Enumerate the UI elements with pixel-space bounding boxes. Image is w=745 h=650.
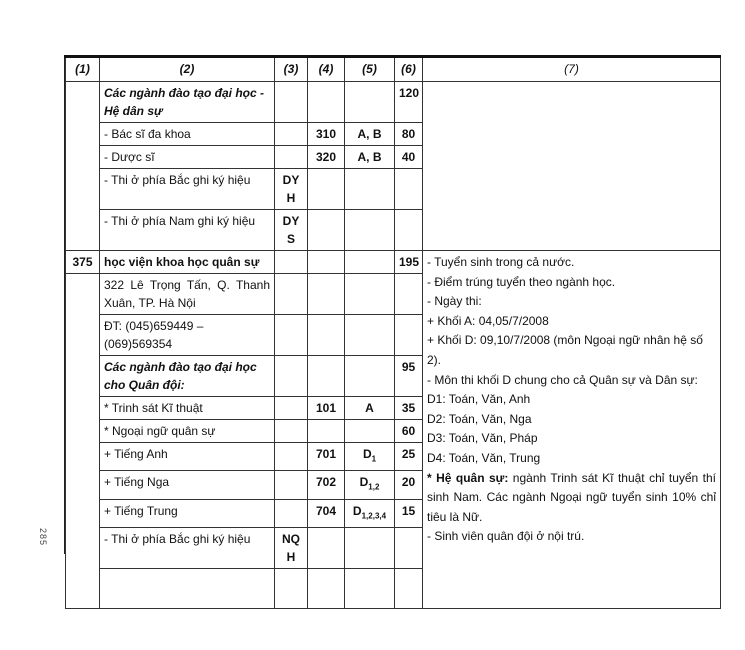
program-name: - Dược sĩ	[100, 146, 275, 169]
program-group: $D_1$	[345, 443, 395, 471]
col-header-7: (7)	[423, 57, 721, 82]
civil-total: 120	[395, 82, 423, 123]
language-total: 60	[395, 420, 423, 443]
south-exam-label: - Thi ở phía Nam ghi ký hiệu	[100, 210, 275, 251]
military-total: 95	[395, 356, 423, 397]
north-exam-code-2: H	[286, 191, 296, 205]
program-name: * Trinh sát Kĩ thuật	[100, 397, 275, 420]
col-header-5: (5)	[345, 57, 395, 82]
civil-title-row	[66, 82, 721, 123]
program-quota: 40	[395, 146, 423, 169]
north-exam-label: - Thi ở phía Bắc ghi ký hiệu	[100, 528, 275, 569]
program-code: 702	[308, 471, 345, 499]
language-section-title: * Ngoại ngữ quân sự	[100, 420, 275, 443]
program-code: 101	[308, 397, 345, 420]
note-line: D2: Toán, Văn, Nga	[427, 411, 532, 426]
note-line: + Khối D: 09,10/7/2008 (môn Ngoại ngữ nhân hệ số 2).	[427, 333, 703, 367]
note-line: - Môn thi khối D chung cho cả Quân sự và Dân sự:	[427, 372, 698, 387]
admission-table-frame	[64, 55, 721, 565]
program-quota: 20	[395, 471, 423, 499]
note-line: D3: Toán, Văn, Pháp	[427, 431, 538, 446]
civil-section-title-2: Hệ dân sự	[104, 104, 163, 118]
program-group: $D_{1,2,3,4}$	[345, 499, 395, 527]
program-group: $D_{1,2}$	[345, 471, 395, 499]
program-group: A	[345, 397, 395, 420]
north-exam-label: - Thi ở phía Bắc ghi ký hiệu	[100, 169, 275, 210]
program-name: + Tiếng Nga	[100, 471, 275, 499]
header-row	[66, 57, 721, 82]
civil-section-title-1: Các ngành đào tạo đại học -	[104, 86, 265, 100]
col-header-2: (2)	[100, 57, 275, 82]
note-line: - Tuyển sinh trong cả nước.	[427, 255, 575, 269]
school-total: 195	[395, 251, 423, 274]
south-exam-code-2: S	[286, 232, 295, 246]
note-line: + Khối A: 04,05/7/2008	[427, 313, 549, 328]
program-code: 701	[308, 443, 345, 471]
program-name: + Tiếng Anh	[100, 443, 275, 471]
north-exam-code-1: DY	[282, 173, 300, 187]
note-line: - Điểm trúng tuyển theo ngành học.	[427, 274, 616, 289]
col-header-6: (6)	[395, 57, 423, 82]
school-header-row	[66, 251, 721, 274]
admission-table	[65, 56, 721, 609]
note-military	[427, 469, 716, 528]
page-number: 285	[38, 528, 48, 547]
school-name: học viện khoa học quân sự	[100, 251, 275, 274]
program-code: 320	[308, 146, 345, 169]
south-exam-code-1: DY	[282, 214, 300, 228]
program-name: - Bác sĩ đa khoa	[100, 123, 275, 146]
program-quota: 15	[395, 499, 423, 527]
note-military-label: * Hệ quân sự:	[427, 470, 509, 485]
note-line: D1: Toán, Văn, Anh	[427, 392, 531, 407]
col-header-3: (3)	[275, 57, 308, 82]
program-code: 310	[308, 123, 345, 146]
note-line: - Sinh viên quân đội ở nội trú.	[427, 529, 585, 544]
note-line: D4: Toán, Văn, Trung	[427, 450, 541, 465]
note-military-text: ngành Trinh sát Kĩ thuật chỉ tuyển thí sinh Nam. Các ngành Ngoại ngữ tuyển sinh 10% chỉ tiêu là Nữ.	[427, 470, 716, 524]
col-header-1: (1)	[66, 57, 100, 82]
north-exam-code-1: NQ	[282, 532, 300, 547]
north-exam-code-2: H	[286, 550, 296, 565]
school-address: 322 Lê Trọng Tấn, Q. Thanh Xuân, TP. Hà Nội	[100, 274, 275, 315]
program-code: 704	[308, 499, 345, 527]
school-phone: ĐT: (045)659449 – (069)569354	[100, 315, 275, 356]
program-quota: 25	[395, 443, 423, 471]
program-group: A, B	[345, 146, 395, 169]
col-header-4: (4)	[308, 57, 345, 82]
note-line: - Ngày thi:	[427, 294, 482, 309]
military-section-title: Các ngành đào tạo đại học cho Quân đội:	[100, 356, 275, 397]
program-name: + Tiếng Trung	[100, 499, 275, 527]
program-group: A, B	[345, 123, 395, 146]
program-quota: 80	[395, 123, 423, 146]
school-number: 375	[66, 251, 100, 274]
school-notes	[423, 251, 721, 609]
program-quota: 35	[395, 397, 423, 420]
